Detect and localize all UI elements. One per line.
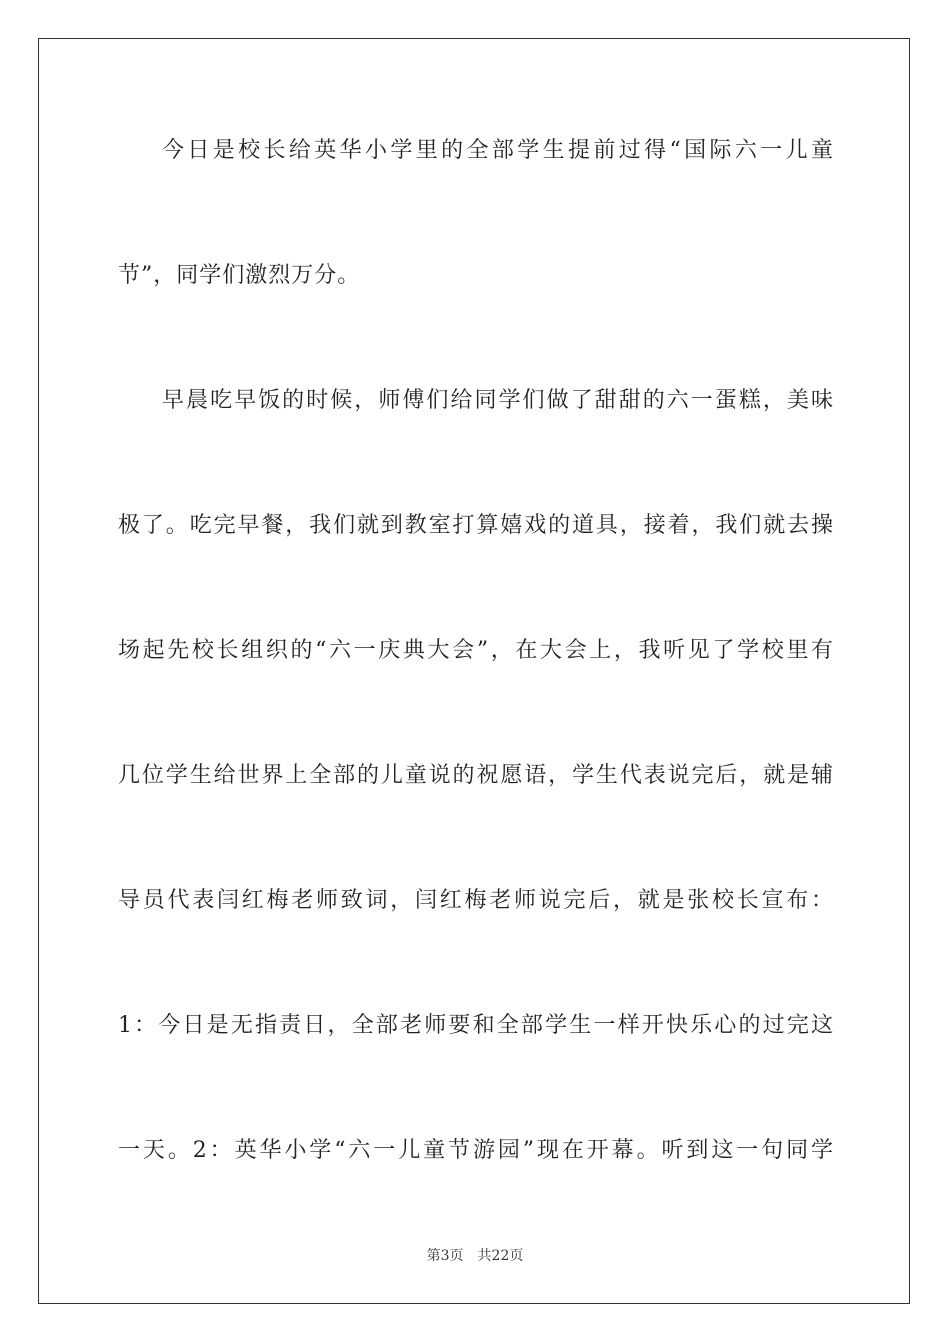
paragraph-line-6: 几位学生给世界上全部的儿童说的祝愿语，学生代表说完后，就是辅 [118,763,834,788]
paragraph-line-1: 今日是校长给英华小学里的全部学生提前过得“国际六一儿童 [162,138,834,163]
page-footer [0,1246,950,1266]
paragraph-line-2: 节”，同学们激烈万分。 [118,263,361,288]
page-frame [38,38,910,1304]
paragraph-line-3: 早晨吃早饭的时候，师傅们给同学们做了甜甜的六一蛋糕，美味 [162,388,834,413]
page-number: 第3页 [426,1248,464,1264]
paragraph-line-8: 1：今日是无指责日，全部老师要和全部学生一样开快乐心的过完这 [118,1013,834,1038]
paragraph-line-7: 导员代表闫红梅老师致词，闫红梅老师说完后，就是张校长宣布： [118,888,834,913]
paragraph-line-9: 一天。2：英华小学“六一儿童节游园”现在开幕。听到这一句同学 [118,1138,834,1163]
paragraph-line-4: 极了。吃完早餐，我们就到教室打算嬉戏的道具，接着，我们就去操 [118,513,834,538]
page-total: 共22页 [477,1248,524,1264]
paragraph-line-5: 场起先校长组织的“六一庆典大会”，在大会上，我听见了学校里有 [118,638,834,663]
